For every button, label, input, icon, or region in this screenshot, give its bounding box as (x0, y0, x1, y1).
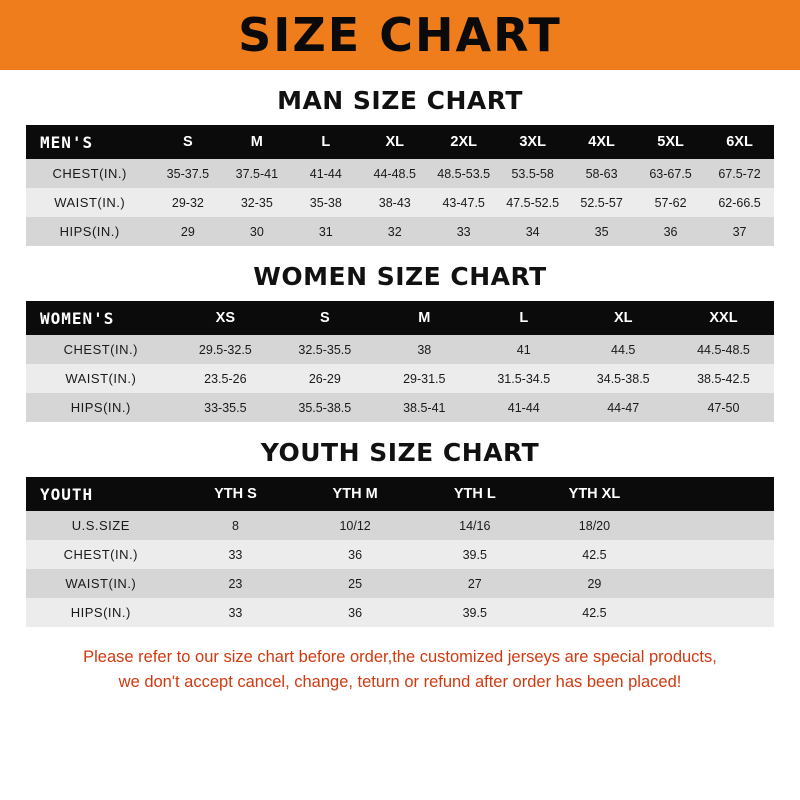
women-hips-xl: 44-47 (573, 393, 672, 422)
table-header-row (26, 301, 774, 335)
men-header-4xl: 4XL (567, 125, 636, 159)
women-hips-l: 41-44 (474, 393, 573, 422)
men-chest-4xl: 58-63 (567, 159, 636, 188)
women-chest-s: 32.5-35.5 (275, 335, 374, 364)
youth-waist-blank (654, 569, 774, 598)
section-men (26, 86, 774, 246)
youth-chest-s: 33 (176, 540, 296, 569)
men-waist-2xl: 43-47.5 (429, 188, 498, 217)
women-size-table (26, 301, 774, 422)
youth-row-waist-label: WAIST(IN.) (26, 569, 176, 598)
women-waist-xs: 23.5-26 (176, 364, 275, 393)
youth-header-label: YOUTH (26, 477, 176, 511)
youth-ussize-blank (654, 511, 774, 540)
women-header-l: L (474, 301, 573, 335)
women-chest-xs: 29.5-32.5 (176, 335, 275, 364)
men-header-6xl: 6XL (705, 125, 774, 159)
page-title: SIZE CHART (238, 8, 562, 62)
youth-ussize-m: 10/12 (295, 511, 415, 540)
women-waist-s: 26-29 (275, 364, 374, 393)
men-chest-s: 35-37.5 (153, 159, 222, 188)
chart-content (0, 86, 800, 695)
women-row-chest-label: CHEST(IN.) (26, 335, 176, 364)
section-title-youth: YOUTH SIZE CHART (260, 438, 540, 467)
women-row-waist-label: WAIST(IN.) (26, 364, 176, 393)
youth-row-chest-label: CHEST(IN.) (26, 540, 176, 569)
women-header-label: WOMEN'S (26, 301, 176, 335)
youth-ussize-l: 14/16 (415, 511, 535, 540)
men-waist-s: 29-32 (153, 188, 222, 217)
youth-waist-m: 25 (295, 569, 415, 598)
women-waist-xxl: 38.5-42.5 (673, 364, 774, 393)
youth-chest-l: 39.5 (415, 540, 535, 569)
women-hips-m: 38.5-41 (375, 393, 474, 422)
table-row (26, 188, 774, 217)
men-hips-4xl: 35 (567, 217, 636, 246)
men-waist-5xl: 57-62 (636, 188, 705, 217)
men-hips-3xl: 34 (498, 217, 567, 246)
youth-size-table (26, 477, 774, 627)
women-row-hips-label: HIPS(IN.) (26, 393, 176, 422)
men-waist-6xl: 62-66.5 (705, 188, 774, 217)
women-header-xxl: XXL (673, 301, 774, 335)
youth-ussize-s: 8 (176, 511, 296, 540)
youth-hips-m: 36 (295, 598, 415, 627)
table-row (26, 159, 774, 188)
men-chest-xl: 44-48.5 (360, 159, 429, 188)
youth-waist-s: 23 (176, 569, 296, 598)
men-chest-m: 37.5-41 (222, 159, 291, 188)
youth-hips-blank (654, 598, 774, 627)
men-row-hips-label: HIPS(IN.) (26, 217, 153, 246)
table-row (26, 540, 774, 569)
youth-header-m: YTH M (295, 477, 415, 511)
men-chest-3xl: 53.5-58 (498, 159, 567, 188)
section-women (26, 262, 774, 422)
women-header-xl: XL (573, 301, 672, 335)
women-chest-xxl: 44.5-48.5 (673, 335, 774, 364)
table-header-row (26, 125, 774, 159)
men-header-2xl: 2XL (429, 125, 498, 159)
youth-row-ussize-label: U.S.SIZE (26, 511, 176, 540)
youth-ussize-xl: 18/20 (535, 511, 655, 540)
men-chest-2xl: 48.5-53.5 (429, 159, 498, 188)
men-waist-4xl: 52.5-57 (567, 188, 636, 217)
men-waist-xl: 38-43 (360, 188, 429, 217)
men-hips-s: 29 (153, 217, 222, 246)
men-header-label: MEN'S (26, 125, 153, 159)
table-row (26, 511, 774, 540)
men-row-waist-label: WAIST(IN.) (26, 188, 153, 217)
footer-line-1: Please refer to our size chart before order,the customized jerseys are special products, (83, 648, 717, 666)
women-waist-l: 31.5-34.5 (474, 364, 573, 393)
men-hips-xl: 32 (360, 217, 429, 246)
men-header-3xl: 3XL (498, 125, 567, 159)
table-row (26, 393, 774, 422)
footer-line-2: we don't accept cancel, change, teturn or refund after order has been placed! (118, 672, 682, 691)
youth-hips-s: 33 (176, 598, 296, 627)
section-youth (26, 438, 774, 627)
men-hips-m: 30 (222, 217, 291, 246)
men-waist-3xl: 47.5-52.5 (498, 188, 567, 217)
men-row-chest-label: CHEST(IN.) (26, 159, 153, 188)
women-chest-xl: 44.5 (573, 335, 672, 364)
men-header-l: L (291, 125, 360, 159)
youth-chest-blank (654, 540, 774, 569)
table-row (26, 598, 774, 627)
footer-disclaimer (26, 645, 774, 695)
men-chest-l: 41-44 (291, 159, 360, 188)
men-size-table (26, 125, 774, 246)
youth-waist-xl: 29 (535, 569, 655, 598)
table-row (26, 364, 774, 393)
table-row (26, 569, 774, 598)
youth-header-xl: YTH XL (535, 477, 655, 511)
table-row (26, 217, 774, 246)
men-waist-l: 35-38 (291, 188, 360, 217)
section-title-women: WOMEN SIZE CHART (253, 262, 547, 291)
men-chest-6xl: 67.5-72 (705, 159, 774, 188)
men-header-m: M (222, 125, 291, 159)
women-hips-s: 35.5-38.5 (275, 393, 374, 422)
youth-chest-xl: 42.5 (535, 540, 655, 569)
youth-header-l: YTH L (415, 477, 535, 511)
women-hips-xxl: 47-50 (673, 393, 774, 422)
youth-header-blank (654, 477, 774, 511)
women-header-m: M (375, 301, 474, 335)
youth-chest-m: 36 (295, 540, 415, 569)
women-header-s: S (275, 301, 374, 335)
youth-waist-l: 27 (415, 569, 535, 598)
youth-hips-l: 39.5 (415, 598, 535, 627)
men-hips-6xl: 37 (705, 217, 774, 246)
women-header-xs: XS (176, 301, 275, 335)
women-hips-xs: 33-35.5 (176, 393, 275, 422)
table-row (26, 335, 774, 364)
youth-header-s: YTH S (176, 477, 296, 511)
women-waist-m: 29-31.5 (375, 364, 474, 393)
women-chest-m: 38 (375, 335, 474, 364)
youth-row-hips-label: HIPS(IN.) (26, 598, 176, 627)
page-banner (0, 0, 800, 70)
women-chest-l: 41 (474, 335, 573, 364)
youth-hips-xl: 42.5 (535, 598, 655, 627)
men-header-5xl: 5XL (636, 125, 705, 159)
section-title-men: MAN SIZE CHART (277, 86, 523, 115)
men-chest-5xl: 63-67.5 (636, 159, 705, 188)
men-hips-2xl: 33 (429, 217, 498, 246)
men-header-xl: XL (360, 125, 429, 159)
men-header-s: S (153, 125, 222, 159)
men-hips-5xl: 36 (636, 217, 705, 246)
table-header-row (26, 477, 774, 511)
men-hips-l: 31 (291, 217, 360, 246)
women-waist-xl: 34.5-38.5 (573, 364, 672, 393)
men-waist-m: 32-35 (222, 188, 291, 217)
